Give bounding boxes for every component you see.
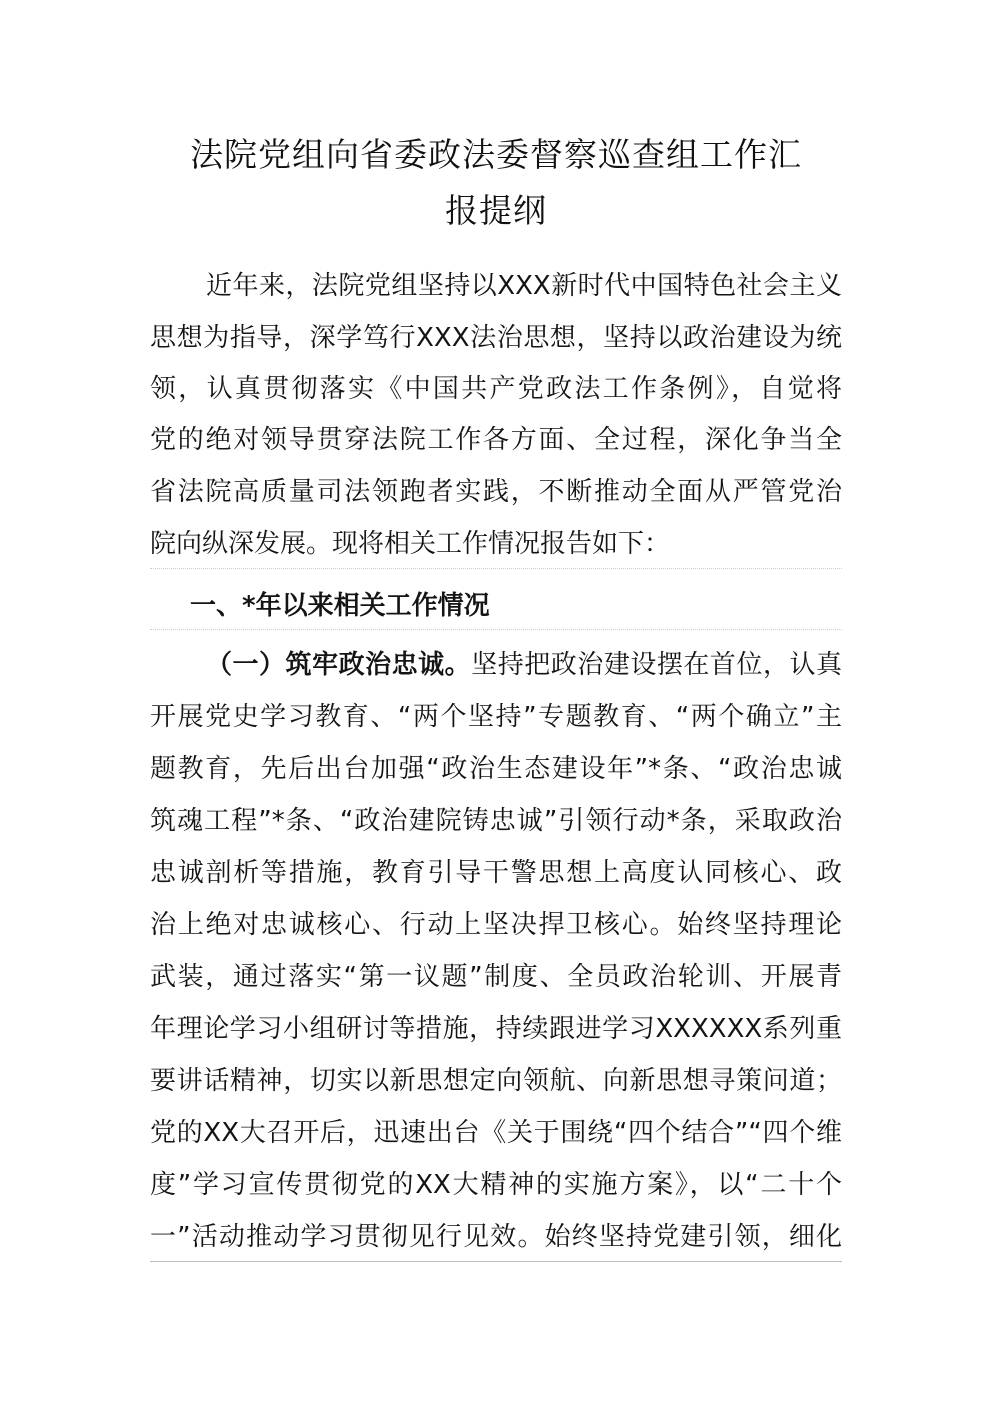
intro-line-1: 近年来，法院党组坚持以XXX新时代中国特色社会主义 xyxy=(206,271,842,301)
intro-line-6: 院向纵深发展。现将相关工作情况报告如下： xyxy=(150,529,671,559)
subsection-line-9: 要讲话精神，切实以新思想定向领航、向新思想寻策问道； xyxy=(150,1066,842,1096)
subsection-line-7: 武装，通过落实“第一议题”制度、全员政治轮训、开展青 xyxy=(150,962,842,992)
intro-line-5: 省法院高质量司法领跑者实践，不断推动全面从严管党治 xyxy=(150,477,842,507)
document-title-line-2: 报提纲 xyxy=(445,191,547,230)
subsection-line-12: 一”活动推动学习贯彻见行见效。始终坚持党建引领，细化 xyxy=(150,1222,842,1252)
divider xyxy=(150,629,842,630)
intro-line-4: 党的绝对领导贯穿法院工作各方面、全过程，深化争当全 xyxy=(150,425,842,455)
subsection-line-6: 治上绝对忠诚核心、行动上坚决捍卫核心。始终坚持理论 xyxy=(150,910,842,940)
subsection-lead: （一）筑牢政治忠诚。 xyxy=(206,650,472,680)
subsection-line-4: 筑魂工程”*条、“政治建院铸忠诚”引领行动*条，采取政治 xyxy=(150,806,842,836)
bottom-divider xyxy=(150,1261,842,1262)
section-heading: 一、*年以来相关工作情况 xyxy=(190,591,490,621)
subsection-line-10: 党的XX大召开后，迅速出台《关于围绕“四个结合”“四个维 xyxy=(150,1118,842,1148)
subsection-line-5: 忠诚剖析等措施，教育引导干警思想上高度认同核心、政 xyxy=(150,858,842,888)
intro-line-2: 思想为指导，深学笃行XXX法治思想，坚持以政治建设为统 xyxy=(150,323,842,353)
subsection-line-8: 年理论学习小组研讨等措施，持续跟进学习XXXXXX系列重 xyxy=(150,1014,842,1044)
document-title-line-1: 法院党组向省委政法委督察巡查组工作汇 xyxy=(190,135,802,174)
divider xyxy=(150,568,842,569)
subsection-first-line-text: 坚持把政治建设摆在首位，认真 xyxy=(471,650,842,680)
subsection-line-11: 度”学习宣传贯彻党的XX大精神的实施方案》，以“二十个 xyxy=(150,1170,842,1200)
subsection-first-line xyxy=(206,647,842,683)
subsection-line-2: 开展党史学习教育、“两个坚持”专题教育、“两个确立”主 xyxy=(150,702,842,732)
subsection-line-3: 题教育，先后出台加强“政治生态建设年”*条、“政治忠诚 xyxy=(150,754,842,784)
intro-line-3: 领，认真贯彻落实《中国共产党政法工作条例》，自觉将 xyxy=(150,374,842,404)
